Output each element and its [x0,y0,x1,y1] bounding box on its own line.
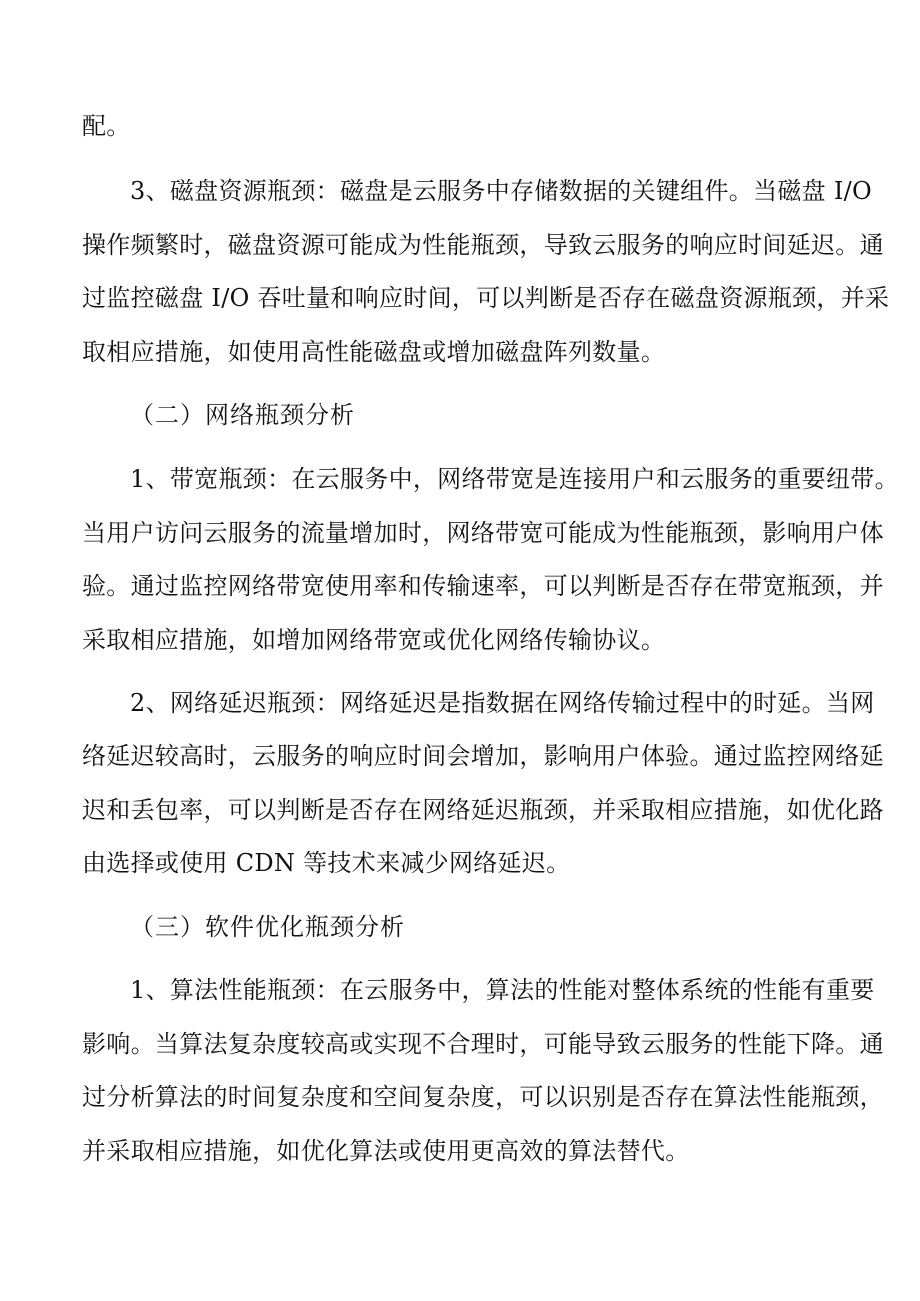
text-line: 3、磁盘资源瓶颈：磁盘是云服务中存储数据的关键组件。当磁盘 I/O [130,177,873,205]
text-line: 验。通过监控网络带宽使用率和传输速率，可以判断是否存在带宽瓶颈，并 [82,572,884,600]
text-line: 2、网络延迟瓶颈：网络延迟是指数据在网络传输过程中的时延。当网 [130,689,875,717]
text-line: 影响。当算法复杂度较高或实现不合理时，可能导致云服务的性能下降。通 [82,1030,884,1058]
text-line: 1、算法性能瓶颈：在云服务中，算法的性能对整体系统的性能有重要 [130,976,875,1004]
text-line: 过分析算法的时间复杂度和空间复杂度，可以识别是否存在算法性能瓶颈， [82,1083,884,1111]
text-line: 采取相应措施，如增加网络带宽或优化网络传输协议。 [82,626,666,654]
text-line: 并采取相应措施，如优化算法或使用更高效的算法替代。 [82,1137,690,1165]
text-line: 操作频繁时，磁盘资源可能成为性能瓶颈，导致云服务的响应时间延迟。通 [82,231,884,259]
text-line: 1、带宽瓶颈：在云服务中，网络带宽是连接用户和云服务的重要纽带。 [130,465,899,493]
text-line: 迟和丢包率，可以判断是否存在网络延迟瓶颈，并采取相应措施，如优化路 [82,796,884,824]
text-line: 配。 [82,112,131,140]
section-heading: （二）网络瓶颈分析 [130,401,355,429]
text-line: 当用户访问云服务的流量增加时，网络带宽可能成为性能瓶颈，影响用户体 [82,519,884,547]
text-line: 取相应措施，如使用高性能磁盘或增加磁盘阵列数量。 [82,338,666,366]
text-line: 由选择或使用 CDN 等技术来减少网络延迟。 [82,849,571,877]
text-line: 过监控磁盘 I/O 吞吐量和响应时间，可以判断是否存在磁盘资源瓶颈，并采 [82,284,890,312]
text-line: 络延迟较高时，云服务的响应时间会增加，影响用户体验。通过监控网络延 [82,742,884,770]
section-heading: （三）软件优化瓶颈分析 [130,913,405,941]
